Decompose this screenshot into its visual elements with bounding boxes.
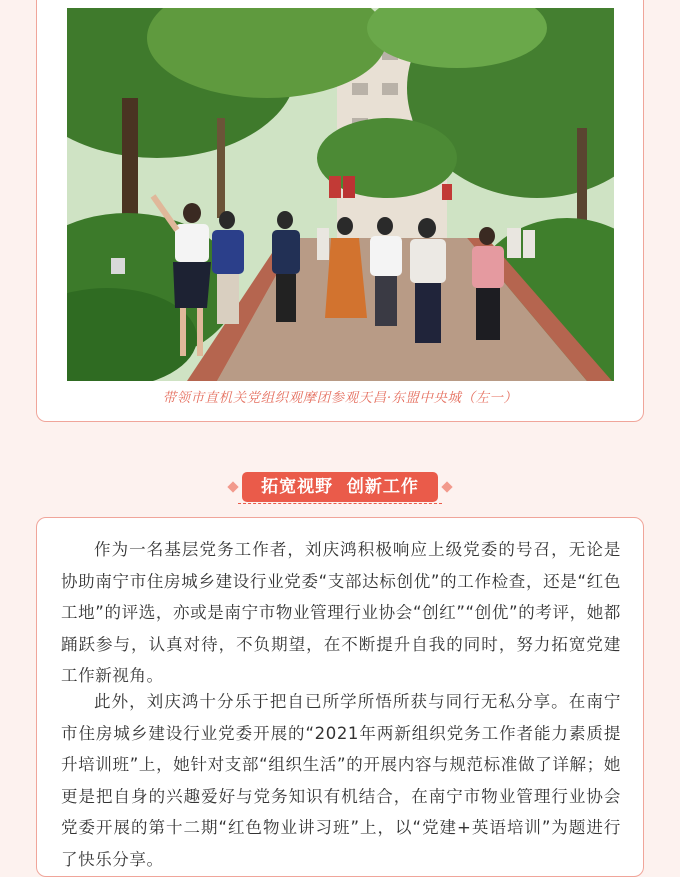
article-card (36, 517, 644, 877)
section-title: 拓宽视野 创新工作 (242, 472, 438, 502)
left-diamond-ornament (227, 481, 238, 492)
section-heading (0, 472, 680, 506)
photo-card (36, 0, 644, 422)
article-paragraph-2: 此外，刘庆鸿十分乐于把自已所学所悟所获与同行无私分享。在南宁市住房城乡建设行业党委开展的“2021年两新组织党务工作者能力素质提升培训班”上，她针对支部“组织生活”的开展内容与规范标准做了详解；她更是把自身的兴趣爱好与党务知识有机结合，在南宁市物业管理行业协会党委开展的第十二期“红色物业讲习班”上，以“党建+英语培训”为题进行了快乐分享。 (61, 692, 621, 869)
event-photo (67, 8, 614, 381)
title-underline (238, 503, 442, 504)
photo-caption: 带领市直机关党组织观摩团参观天昌·东盟中央城（左一） (162, 390, 518, 406)
article-paragraph-1: 作为一名基层党务工作者，刘庆鸿积极响应上级党委的号召，无论是协助南宁市住房城乡建设行业党委“支部达标创优”的工作检查，还是“红色工地”的评选，亦或是南宁市物业管理行业协会“创红”“创优”的考评，她都踊跃参与，认真对待，不负期望，在不断提升自我的同时，努力拓宽党建工作新视角。 (61, 540, 621, 685)
right-diamond-ornament (441, 481, 452, 492)
photo-illustration (67, 8, 614, 381)
